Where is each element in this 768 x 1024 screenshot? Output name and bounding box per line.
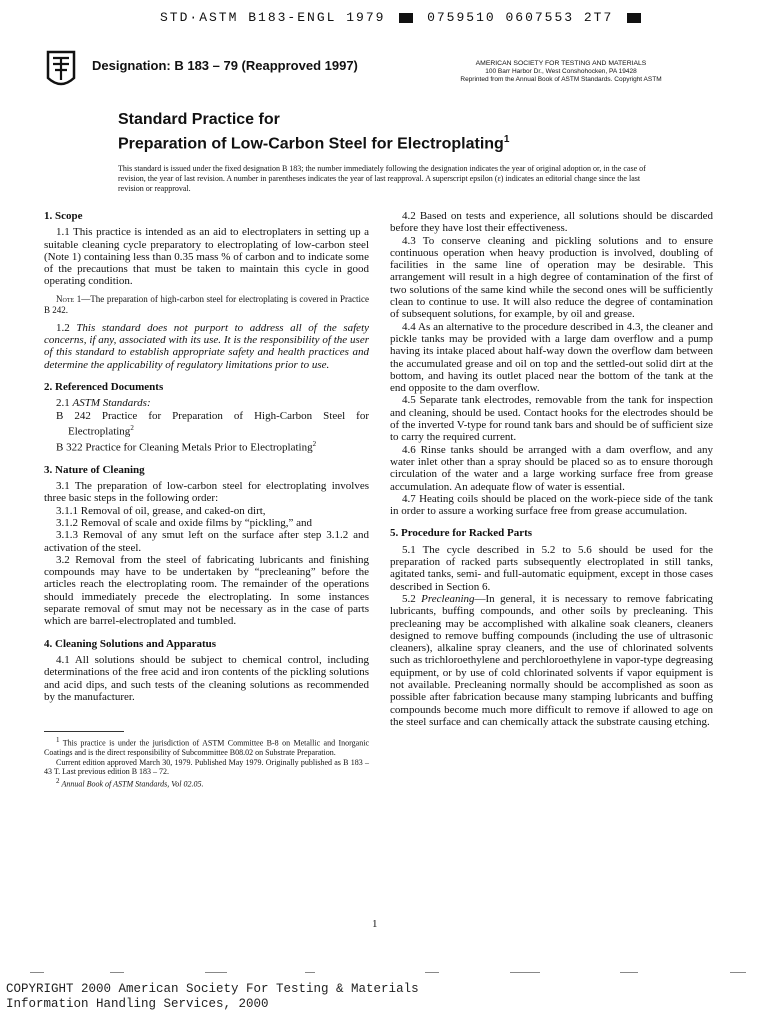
paragraph-4-5: 4.5 Separate tank electrodes, removable from the tank for inspection and cleaning, should be used. Contact hooks for the electrodes should be of the inverted V-type for round tank bars and should be of sufficient size to carry the required current. [390,394,713,444]
paragraph-3-1-3: 3.1.3 Removal of any smut left on the surface after step 3.1.2 and activation of the steel. [44,529,369,554]
paragraph-text: —In general, it is necessary to remove fabricating lubricants, buffing compounds, and other soils by precleaning. This precleaning may be accomplished with alkaline soak cleaners, cleaners designed to remove buffing compounds (including the use of ultrasonic cleaners), alkaline spray cleaners, and the use of chlorinated solvents such as trichloroethylene and perchloroethylene in vapor-type degreasing equipment, or by use of cold chlorinated solvents if vapor equipment is not available. Precleaning normally should be accomplished as soon as possible after fabrication because many stamping lubricants and buffing compounds become much more difficult to remove if allowed to age on the steel surface and can chemically attack the substrate causing etching. [390,592,713,728]
footnote-2 [44,777,369,789]
issuance-note: This standard is issued under the fixed designation B 183; the number immediately following the designation indicates the year of original adoption or, in the case of revision, the year of last revision. A number in parentheses indicates the year of last reapproval. A superscript epsilon (ε) indicates an editorial change since the last revision or reapproval. [118,164,646,193]
section-heading-scope: 1. Scope [44,210,83,222]
paragraph-4-1: 4.1 All solutions should be subject to chemical control, including determinations of the free acid and iron contents of the pickling solutions and acid dips, and such tests of the cleaning solutions as recommended by the manufacturer. [44,653,369,703]
footnote-text: Annual Book of ASTM Standards, Vol 02.05. [61,779,204,789]
document-code-line [160,10,645,25]
copyright-line-1: COPYRIGHT 2000 American Society For Testing & Materials [6,982,419,996]
paragraph-3-1: 3.1 The preparation of low-carbon steel for electroplating involves three basic steps in the following order: [44,480,369,505]
black-block-mark [399,13,413,23]
reference-b242 [44,410,369,438]
society-address: 100 Barr Harbor Dr., West Conshohocken, PA 19428 [485,68,637,75]
paragraph-3-1-1: 3.1.1 Removal of oil, grease, and caked-on dirt, [56,504,266,517]
scan-artifact-dashes [30,972,750,974]
footnote-mark: 2 [56,776,60,785]
left-column [44,210,369,789]
designation: Designation: B 183 – 79 (Reapproved 1997) [92,58,358,73]
footnote-text: This practice is under the jurisdiction of ASTM Committee B-8 on Metallic and Inorganic Coatings and is the direct responsibility of Subcommittee B08.02 on Substrate Preparation. [44,738,370,758]
paragraph-3-2: 3.2 Removal from the steel of fabricating lubricants and finishing compounds may have to be undertaken by “precleaning” before the articles reach the electroplating room. The remainder of the operations should immediately precede the electroplating. In some instances separate removal of smut may not be necessary as in the case of parts which are barrel-electroplated and tumbled. [44,553,369,628]
note-label: Note 1 [56,293,82,304]
black-block-mark [627,13,641,23]
document-title [118,110,509,154]
society-block [430,60,692,84]
paragraph-5-2 [390,593,713,728]
reference-b322 [44,438,369,454]
title-line-1: Standard Practice for [118,111,280,128]
paragraph-number: 5.2 [402,592,422,605]
paragraph-4-4: 4.4 As an alternative to the procedure described in 4.3, the cleaner and pickle tanks may be provided with a large dam overflow and a pump having its intake placed about half-way down the overflow dam between the accumulated grease and oil on top and the settled-out solid dirt at the bottom, and having its outlet placed near the bottom of the tank at the end opposite to the dam overflow. [390,320,713,395]
paragraph-lead: Precleaning [421,592,475,605]
note-1 [44,294,369,316]
page-number: 1 [372,918,378,930]
document-code: STD·ASTM B183-ENGL 1979 [160,10,386,25]
title-footnote-mark: 1 [503,134,510,145]
title-line-2 [118,130,509,154]
paragraph-text: This standard does not purport to address all of the safety concerns, if any, associated with its use. It is the responsibility of the user of this standard to establish appropriate safety and health practices and determine the applicability of regulatory limitations prior to use. [44,321,370,371]
society-name: AMERICAN SOCIETY FOR TESTING AND MATERIALS [475,60,647,67]
paragraph-4-7: 4.7 Heating coils should be placed on the work-piece side of the tank in order to assure a working surface free from grease accumulation. [390,492,713,518]
reference-text: B 322 Practice for Cleaning Metals Prior to Electroplating [56,441,313,454]
footnote-rule [44,731,124,732]
astm-logo [44,48,78,90]
copyright-footer [6,982,419,1012]
paragraph-1-2 [44,322,369,371]
paragraph-5-1: 5.1 The cycle described in 5.2 to 5.6 should be used for the preparation of racked parts subsequently electroplated in still tanks, agitated tanks, semi- and full-automatic equipment, except in those cases described in Section 6. [390,543,713,593]
footnote-1 [44,736,369,758]
paragraph-number: 2.1 [56,397,73,410]
footnote-mark: 2 [312,439,317,448]
footnote-1-edition: Current edition approved March 30, 1979. Published May 1979. Originally published as B 183 – 43 T. Last previous edition B 183 – 72. [44,757,369,777]
title-text: Preparation of Low-Carbon Steel for Electroplating [118,135,504,153]
copyright-line-2: Information Handling Services, 2000 [6,997,269,1011]
section-heading-referenced-documents: 2. Referenced Documents [44,380,164,393]
paragraph-4-6: 4.6 Rinse tanks should be arranged with a dam overflow, and any water inlet other than a spray should be placed so as to ensure thorough circulation of the water and a large working surface free from grease accumulation. An adequate flow of water is essential. [390,443,713,493]
paragraph-number: 1.2 [56,321,77,334]
paragraph-text: ASTM Standards: [72,397,151,410]
paragraph-4-3: 4.3 To conserve cleaning and pickling solutions and to ensure continuous operation when heavy production is involved, doubling of facilities in the same line of operation may be desirable. This arrangement will result in a high degree of contamination of the first of two solutions of the same kind while the second ones will be sufficiently clean to continue to use. It will also reduce the degree of contamination of subsequent solutions, for example, by oil and grease. [390,234,713,321]
paragraph-1-1: 1.1 This practice is intended as an aid to electroplaters in setting up a suitable cleaning cycle preparatory to electroplating of low-carbon steel (Note 1) containing less than 0.35 mass % of carbon and to indicate some of the precautions that must be taken to maintain this cycle in good operating condition. [44,226,369,288]
section-heading-nature-of-cleaning: 3. Nature of Cleaning [44,463,145,476]
document-barcode-number: 0759510 0607553 2T7 [427,10,614,25]
note-text: —The preparation of high-carbon steel for electroplating is covered in Practice B 242. [44,293,369,315]
section-heading-procedure-racked-parts: 5. Procedure for Racked Parts [390,527,533,540]
reprint-notice: Reprinted from the Annual Book of ASTM Standards. Copyright ASTM [460,76,662,83]
footnote-mark: 2 [130,423,134,432]
paragraph-3-1-2: 3.1.2 Removal of scale and oxide films by “pickling,” and [56,516,312,529]
paragraph-4-2: 4.2 Based on tests and experience, all solutions should be discarded before they have lost their effectiveness. [390,210,713,235]
section-heading-cleaning-solutions: 4. Cleaning Solutions and Apparatus [44,637,217,650]
right-column [390,210,713,728]
paragraph-2-1 [44,397,369,409]
footnote-mark: 1 [56,736,60,745]
reference-text: B 242 Practice for Preparation of High-Carbon Steel for Electroplating [56,409,369,438]
